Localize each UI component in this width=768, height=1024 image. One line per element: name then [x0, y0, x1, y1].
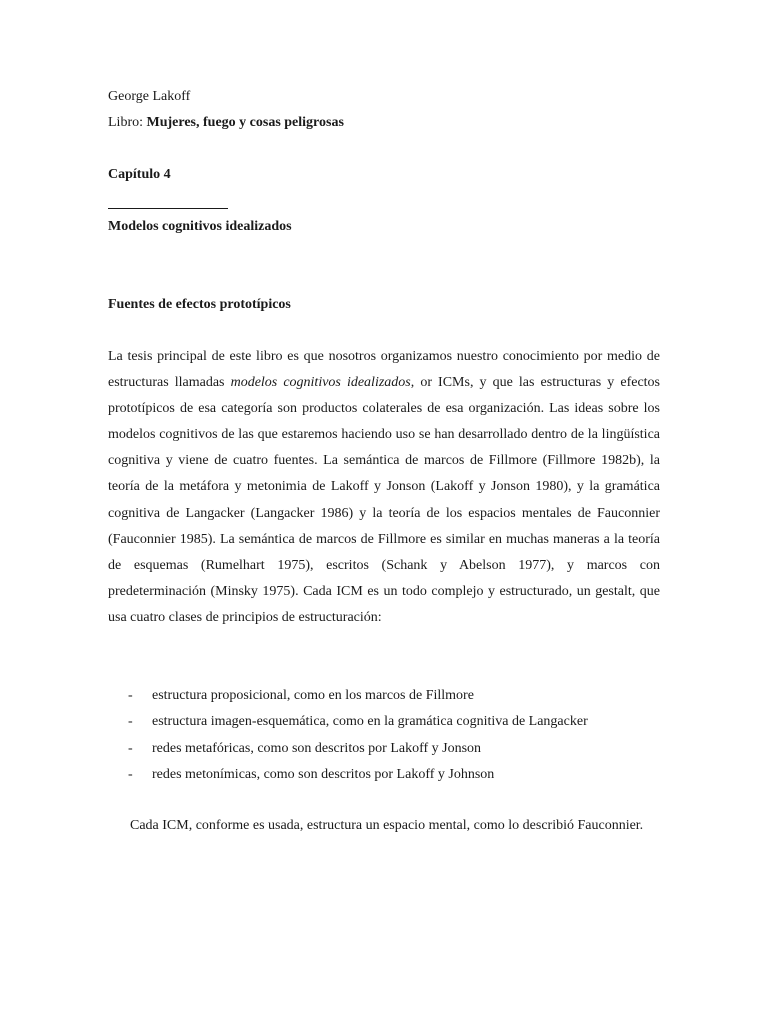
bullet-dash: -	[128, 688, 133, 703]
list-item: - redes metafóricas, como son descritos por Lakoff y Jonson	[108, 736, 668, 762]
p1-italic-term: modelos cognitivos idealizados	[230, 375, 411, 391]
book-line	[108, 115, 344, 131]
bullet-dash: -	[128, 766, 133, 782]
book-title: Mujeres, fuego y cosas peligrosas	[146, 115, 344, 130]
list-item: - estructura imagen-esquemática, como en la gramática cognitiva de Langacker	[108, 709, 668, 735]
p1-text-end: , or ICMs, y que las estructuras y efectos prototípicos de esa categoría son productos colaterales de esa organización. Las ideas sobre los modelos cognitivos de las que estaremos haciendo uso se han desarrollado dentro de la lingüística cognitiva y viene de cuatro fuentes. La semántica de marcos de Fillmore (Fillmore 1982b), la teoría de la metáfora y metonimia de Lakoff y Jonson (Lakoff y Jonson 1980), y la gramática cognitiva de Langacker (Langacker 1986) y la teoría de los espacios mentales de Fauconnier (Fauconnier 1985). La semántica de marcos de Fillmore es similar en muchas maneras a la teoría de esquemas (Rumelhart 1975), escritos (Schank y Abelson 1977), y marcos con predeterminación (Minsky 1975). Cada ICM es un todo complejo y estructurado, un gestalt, que usa cuatro clases de principios de estructuración:	[108, 375, 660, 625]
divider-rule	[108, 208, 228, 209]
body-paragraph-1	[108, 344, 660, 631]
principles-list	[108, 683, 668, 788]
chapter-number: Capítulo 4	[108, 167, 171, 182]
list-item: - redes metonímicas, como son descritos por Lakoff y Johnson	[108, 762, 668, 788]
chapter-title: Modelos cognitivos idealizados	[108, 219, 292, 234]
section-title: Fuentes de efectos prototípicos	[108, 297, 291, 312]
book-label: Libro:	[108, 115, 147, 130]
body-paragraph-2: Cada ICM, conforme es usada, estructura un espacio mental, como lo describió Fauconnier.	[130, 818, 644, 833]
bullet-dash: -	[128, 740, 133, 756]
bullet-dash: -	[128, 714, 133, 730]
author-name: George Lakoff	[108, 89, 191, 104]
list-item: - estructura proposicional, como en los marcos de Fillmore	[108, 683, 668, 709]
p1-text-start: La tesis principal de este libro es que nosotros organizamos nuestro conocimiento por medio de estructuras llamadas	[108, 349, 660, 391]
